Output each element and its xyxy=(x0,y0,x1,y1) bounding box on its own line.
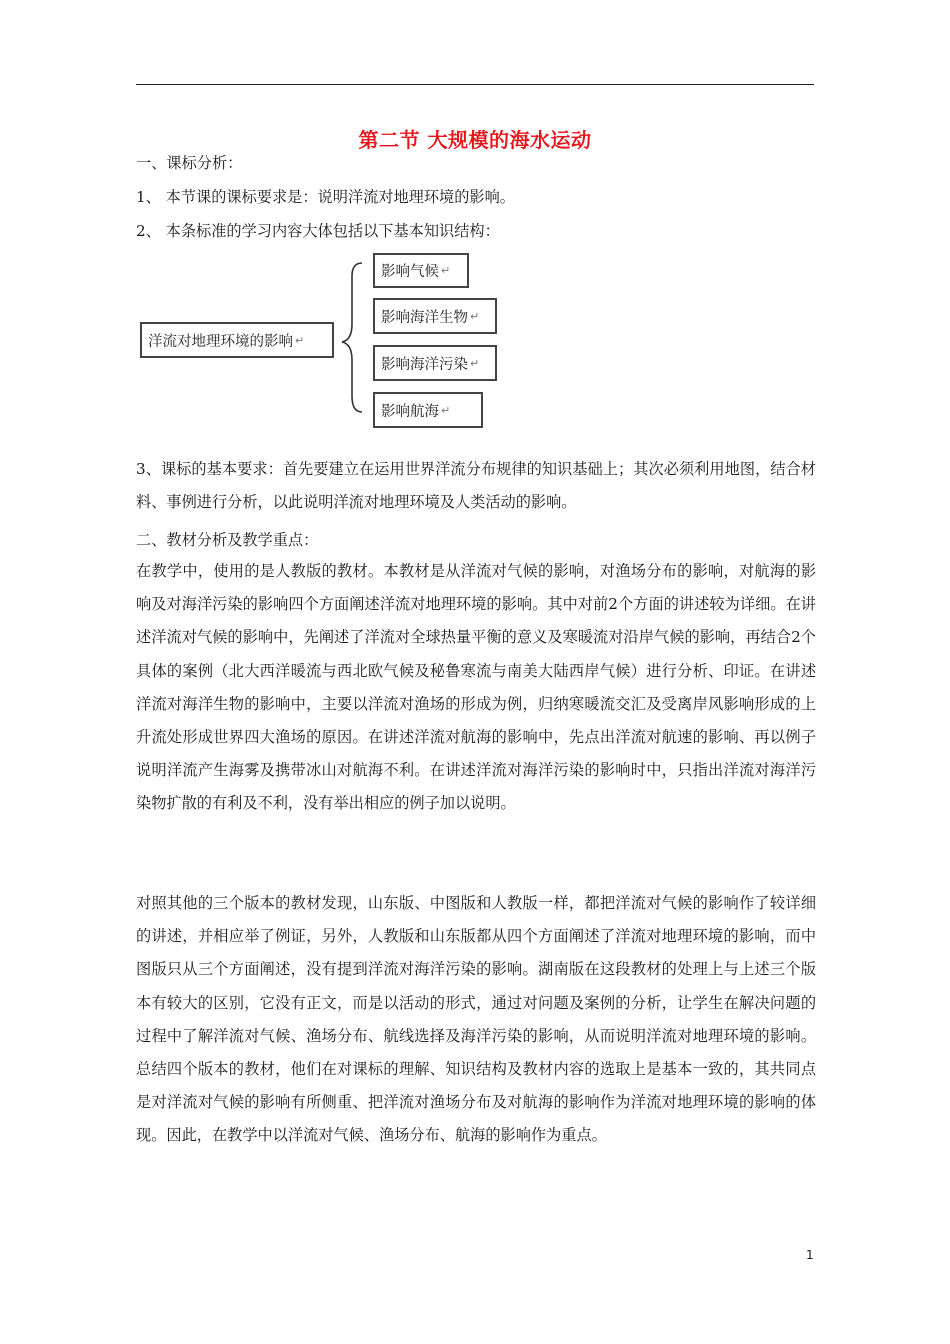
return-mark-icon: ↵ xyxy=(295,333,305,347)
textbook-analysis-paragraph-1: 在教学中，使用的是人教版的教材。本教材是从洋流对气候的影响，对渔场分布的影响，对航海的影响及对海洋污染的影响四个方面阐述洋流对地理环境的影响。其中对前2个方面的讲述较为详细。在讲述洋流对气候的影响中，先阐述了洋流对全球热量平衡的意义及寒暖流对沿岸气候的影响，再结合2个具体的案例（北大西洋暖流与西北欧气候及秘鲁寒流与南美大陆西岸气候）进行分析、印证。在讲述洋流对海洋生物的影响中，主要以洋流对渔场的形成为例，归纳寒暖流交汇及受离岸风影响形成的上升流处形成世界四大渔场的原因。在讲述洋流对航海的影响中，先点出洋流对航速的影响、再以例子说明洋流产生海雾及携带冰山对航海不利。在讲述洋流对海洋污染的影响时中，只指出洋流对海洋污染物扩散的有利及不利，没有举出相应的例子加以说明。 xyxy=(136,562,816,813)
diagram-root-label: 洋流对地理环境的影响 xyxy=(148,333,293,350)
header-rule xyxy=(136,84,814,85)
diagram-branch-marine-life xyxy=(373,298,497,334)
diagram-branch-navigation xyxy=(373,392,483,428)
standards-item-1: 1、 本节课的课标要求是：说明洋流对地理环境的影响。 xyxy=(136,188,515,206)
diagram-root-box xyxy=(140,322,334,358)
return-mark-icon: ↵ xyxy=(441,264,451,277)
textbook-analysis-paragraph-2: 对照其他的三个版本的教材发现，山东版、中图版和人教版一样，都把洋流对气候的影响作了较详细的讲述，并相应举了例证，另外，人教版和山东版都从四个方面阐述了洋流对地理环境的影响，而中图版只从三个方面阐述，没有提到洋流对海洋污染的影响。湖南版在这段教材的处理上与上述三个版本有较大的区别，它没有正文，而是以活动的形式，通过对问题及案例的分析，让学生在解决问题的过程中了解洋流对气候、渔场分布、航线选择及海洋污染的影响，从而说明洋流对地理环境的影响。总结四个版本的教材，他们在对课标的理解、知识结构及教材内容的选取上是基本一致的，其共同点是对洋流对气候的影响有所侧重、把洋流对渔场分布及对航海的影响作为洋流对地理环境的影响的体现。因此，在教学中以洋流对气候、渔场分布、航海的影响作为重点。 xyxy=(136,894,816,1145)
section-heading-standards: 一、课标分析： xyxy=(136,154,243,172)
page-title: 第二节 大规模的海水运动 xyxy=(358,128,592,152)
diagram-branch-pollution xyxy=(373,345,497,381)
diagram-branch-label: 影响航海 xyxy=(381,403,439,420)
page-number: 1 xyxy=(806,1248,814,1262)
diagram-branch-label: 影响气候 xyxy=(381,264,439,280)
knowledge-structure-diagram xyxy=(136,244,536,440)
section-heading-textbook: 二、教材分析及教学重点： xyxy=(136,531,319,549)
standards-item-2: 2、 本条标准的学习内容大体包括以下基本知识结构： xyxy=(136,222,500,240)
standards-item-3: 3、课标的基本要求：首先要建立在运用世界洋流分布规律的知识基础上；其次必须利用地图，结合材料、事例进行分析，以此说明洋流对地理环境及人类活动的影响。 xyxy=(136,460,816,512)
diagram-branch-label: 影响海洋污染 xyxy=(381,356,468,373)
return-mark-icon: ↵ xyxy=(470,356,480,370)
return-mark-icon: ↵ xyxy=(470,309,480,323)
return-mark-icon: ↵ xyxy=(441,403,451,417)
diagram-branch-label: 影响海洋生物 xyxy=(381,309,468,326)
diagram-branch-climate xyxy=(373,253,469,288)
